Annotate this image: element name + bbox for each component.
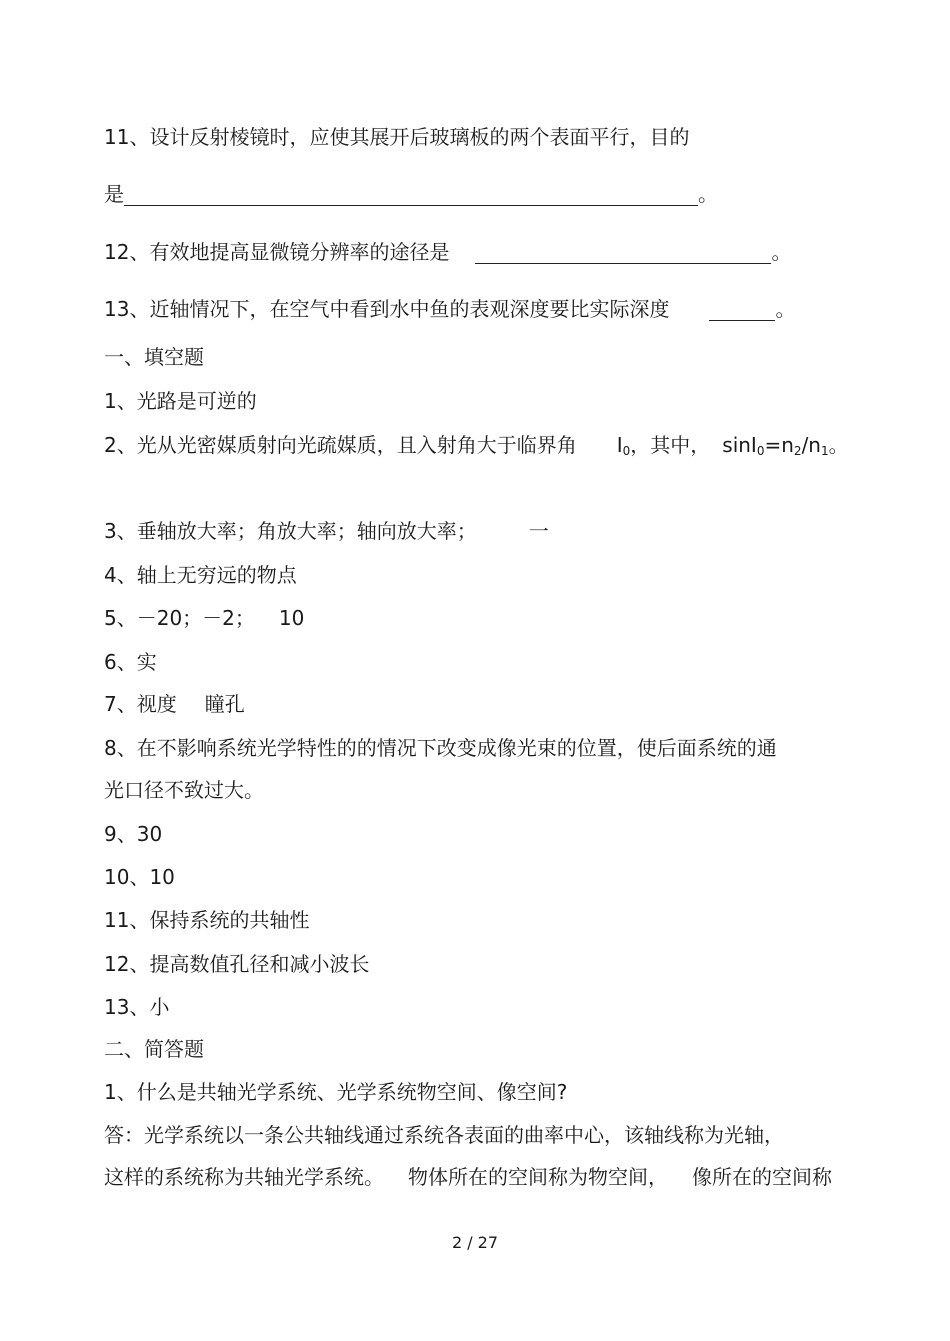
answer-8-line1: 8、在不影响系统光学特性的的情况下改变成像光束的位置，使后面系统的通 — [104, 736, 777, 760]
answer-2-mid: ，其中， — [630, 433, 711, 457]
answer-5-text: 5、－20；－2； — [104, 606, 255, 630]
answer-2-n2-sub: 2 — [793, 444, 802, 458]
question-11-prefix: 是 — [104, 182, 124, 206]
answer-3-text: 3、垂轴放大率；角放大率；轴向放大率； — [104, 519, 477, 543]
question-11-line1: 11、设计反射棱镜时，应使其展开后玻璃板的两个表面平行，目的 — [104, 125, 690, 149]
answer-7 — [104, 692, 245, 716]
answer-6: 6、实 — [104, 650, 157, 674]
answer-13: 13、小 — [104, 995, 170, 1019]
answer-1: 1、光路是可逆的 — [104, 389, 257, 413]
answer-7-text: 7、视度 — [104, 692, 177, 716]
question-11-end: 。 — [698, 182, 718, 206]
answer-5-tail: 10 — [278, 606, 305, 630]
answer-12: 12、提高数值孔径和减小波长 — [104, 952, 370, 976]
answer-2-text: 2、光从光密媒质射向光疏媒质，且入射角大于临界角 — [104, 433, 577, 457]
answer-blank[interactable] — [475, 243, 771, 264]
question-13 — [104, 297, 795, 321]
answer-7-tail: 瞳孔 — [204, 692, 245, 716]
answer-2-slash: /n — [801, 433, 821, 457]
answer-2-I: I — [616, 433, 623, 457]
short-answer-1-part2: 物体所在的空间称为物空间， — [408, 1165, 668, 1189]
answer-2-sin: sinI — [722, 433, 757, 457]
section-heading-fill-in: 一、填空题 — [104, 345, 204, 369]
page-number: 2 / 27 — [451, 1233, 499, 1252]
answer-10: 10、10 — [104, 865, 175, 889]
answer-2 — [104, 433, 849, 457]
answer-blank[interactable] — [124, 185, 698, 206]
answer-4: 4、轴上无穷远的物点 — [104, 563, 297, 587]
answer-9: 9、30 — [104, 822, 163, 846]
answer-2-eq: =n — [764, 433, 794, 457]
answer-3 — [104, 519, 549, 543]
answer-11: 11、保持系统的共轴性 — [104, 908, 310, 932]
answer-blank[interactable] — [709, 300, 775, 321]
question-13-end: 。 — [775, 297, 796, 321]
section-heading-short-answer: 二、简答题 — [104, 1037, 204, 1061]
answer-2-end: 。 — [828, 433, 849, 457]
answer-2-n1-sub: 1 — [820, 444, 829, 458]
answer-5 — [104, 606, 304, 630]
short-answer-1-part1: 这样的系统称为共轴光学系统。 — [104, 1165, 384, 1189]
short-answer-1-part3: 像所在的空间称 — [692, 1165, 832, 1189]
answer-8-line2: 光口径不致过大。 — [104, 778, 264, 802]
short-answer-1-line1: 答：光学系统以一条公共轴线通过系统各表面的曲率中心，该轴线称为光轴， — [104, 1123, 784, 1147]
answer-2-sin-sub: 0 — [756, 444, 765, 458]
question-12-end: 。 — [771, 240, 792, 264]
question-11-line2 — [104, 182, 718, 206]
short-question-1: 1、什么是共轴光学系统、光学系统物空间、像空间? — [104, 1080, 568, 1104]
answer-2-I-sub: 0 — [622, 444, 631, 458]
short-answer-1-line2 — [104, 1165, 832, 1189]
question-12-text: 12、有效地提高显微镜分辨率的途径是 — [104, 240, 450, 264]
answer-3-tail: 一 — [528, 519, 549, 543]
question-13-text: 13、近轴情况下，在空气中看到水中鱼的表观深度要比实际深度 — [104, 297, 670, 321]
question-12 — [104, 240, 791, 264]
